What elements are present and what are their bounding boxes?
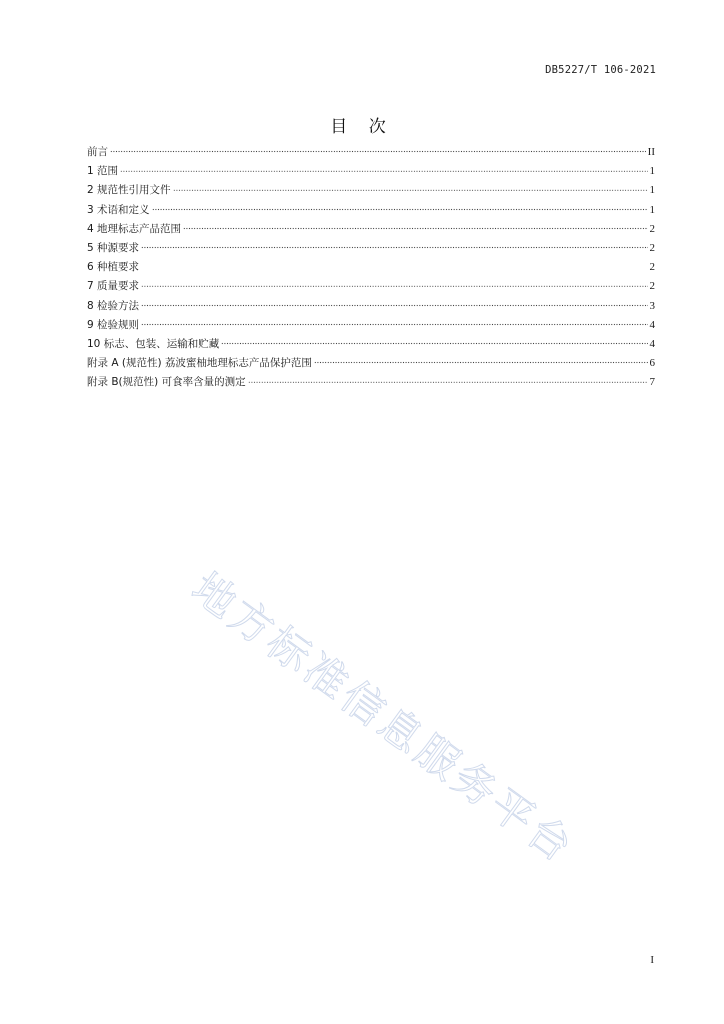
toc-leader-dots (141, 297, 647, 307)
toc-entry-page: 1 (649, 165, 655, 178)
toc-leader-dots (110, 143, 646, 153)
toc-entry-label: 10 标志、包装、运输和贮藏 (87, 337, 220, 350)
toc-entry-label: 5 种源要求 (87, 241, 140, 254)
table-of-contents (87, 143, 655, 392)
toc-entry-page: 2 (649, 241, 655, 254)
toc-entry[interactable] (87, 201, 655, 220)
toc-leader-dots (314, 354, 648, 364)
toc-entry-page: 4 (649, 337, 655, 350)
toc-entry-label: 3 术语和定义 (87, 203, 150, 216)
toc-entry-label: 4 地理标志产品范围 (87, 222, 182, 235)
toc-leader-dots (173, 181, 648, 191)
toc-entry[interactable] (87, 316, 655, 335)
toc-entry-label: 1 范围 (87, 165, 119, 178)
toc-leader-dots (141, 277, 647, 287)
toc-entry-label: 8 检验方法 (87, 299, 140, 312)
toc-entry-page: 2 (649, 280, 655, 293)
toc-entry[interactable] (87, 239, 655, 258)
toc-entry-label: 前言 (87, 146, 108, 158)
toc-title: 目 次 (330, 117, 394, 137)
toc-leader-dots (248, 373, 648, 383)
toc-entry[interactable] (87, 220, 655, 239)
toc-entry-page: 1 (649, 184, 655, 197)
toc-entry[interactable] (87, 162, 655, 181)
toc-entry[interactable] (87, 143, 655, 162)
toc-entry-label: 9 检验规则 (87, 318, 140, 331)
toc-entry-page: 1 (649, 203, 655, 216)
toc-entry-page: 3 (649, 299, 655, 312)
toc-entry-label: 7 质量要求 (87, 280, 140, 293)
toc-entry[interactable] (87, 277, 655, 296)
toc-entry-page: 4 (649, 318, 655, 331)
toc-leader-dots (141, 316, 647, 326)
toc-entry[interactable] (87, 373, 655, 392)
toc-leader-dots (183, 220, 647, 230)
toc-leader-dots (141, 239, 647, 249)
toc-entry-label: 附录 B(规范性) 可食率含量的测定 (87, 376, 246, 389)
watermark: 地方标准信息服务平台 (183, 563, 585, 874)
toc-entry-page: 2 (649, 261, 655, 274)
toc-leader-dots (152, 201, 648, 211)
toc-entry-page: 6 (649, 357, 655, 370)
document-code: DB5227/T 106-2021 (545, 64, 656, 76)
toc-entry-page: 2 (649, 222, 655, 235)
toc-entry-label: 2 规范性引用文件 (87, 184, 171, 197)
toc-leader-dots (120, 162, 647, 172)
toc-entry[interactable] (87, 181, 655, 200)
toc-leader-blank (141, 258, 647, 268)
toc-entry[interactable] (87, 335, 655, 354)
toc-entry[interactable] (87, 354, 655, 373)
toc-entry-page: 7 (649, 376, 655, 389)
toc-entry[interactable] (87, 258, 655, 277)
toc-entry[interactable] (87, 297, 655, 316)
toc-entry-page: II (647, 146, 655, 158)
toc-leader-dots (221, 335, 647, 345)
page-number: I (650, 954, 654, 966)
toc-entry-label: 6 种植要求 (87, 261, 140, 274)
toc-entry-label: 附录 A (规范性) 荔波蜜柚地理标志产品保护范围 (87, 357, 312, 370)
